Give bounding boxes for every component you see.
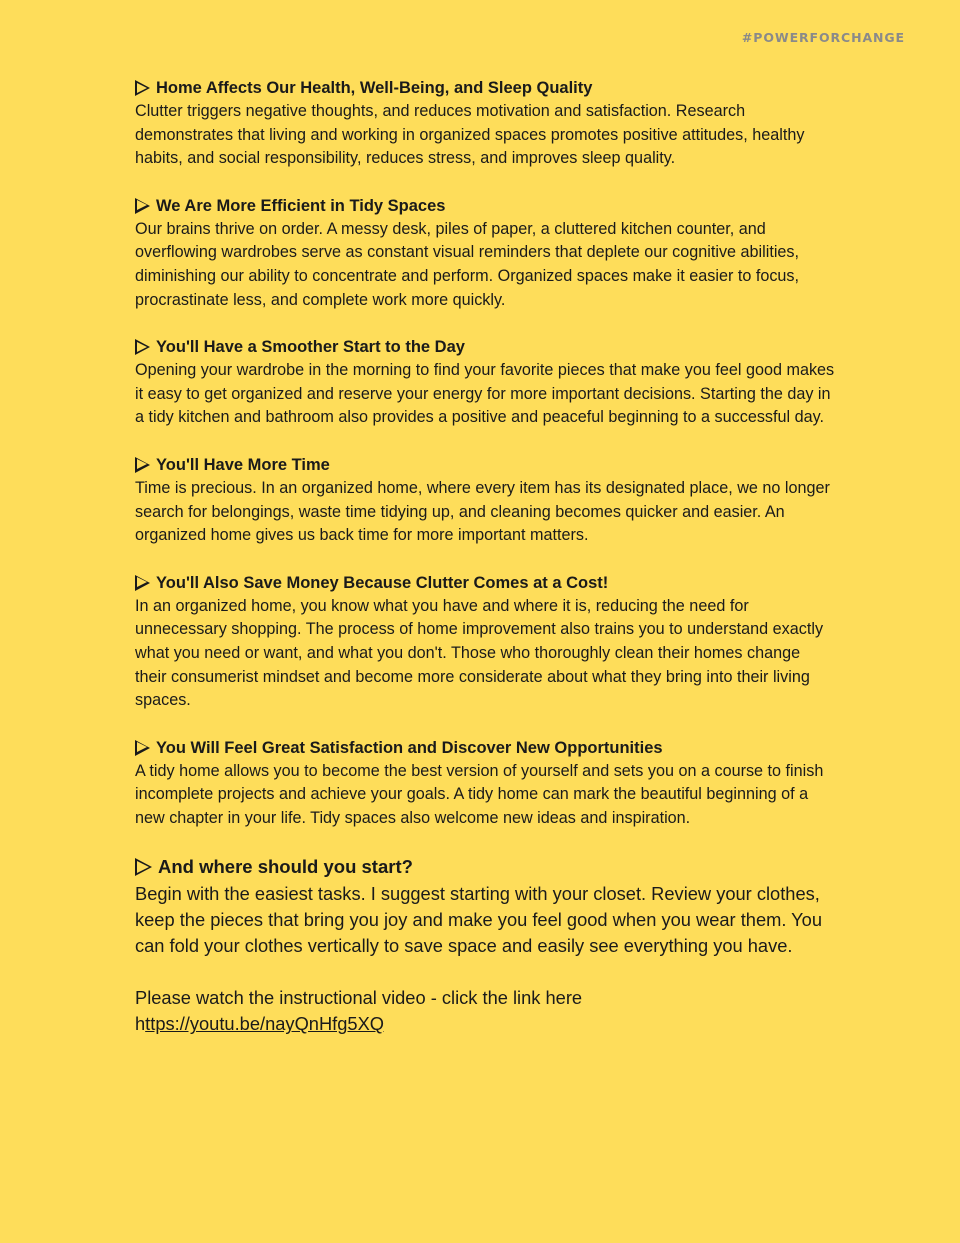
- section-body: A tidy home allows you to become the best version of yourself and sets you on a course to finish incomplete projects and achieve your goals. A tidy home can mark the beautiful beginning of a new chapter in your life. Tidy spaces also welcome new ideas and inspiration.: [135, 761, 824, 827]
- section-heading: [135, 453, 835, 477]
- section-efficiency: [135, 194, 835, 312]
- section-where-to-start: [135, 853, 835, 1037]
- section-health: [135, 76, 835, 171]
- section-heading: [135, 335, 835, 359]
- video-link-prefix: h: [135, 1013, 146, 1035]
- play-arrow-icon: [135, 575, 150, 591]
- section-body: Our brains thrive on order. A messy desk, piles of paper, a cluttered kitchen counter, and overflowing wardrobes serve as constant visual reminders that deplete our cognitive abilities, diminishing our ability to concentrate and perform. Organized spaces make it easier to focus, procrastinate less, and complete work more quickly.: [135, 219, 800, 309]
- section-title: Home Affects Our Health, Well-Being, and Sleep Quality: [156, 79, 593, 97]
- section-body: Clutter triggers negative thoughts, and reduces motivation and satisfaction. Research demonstrates that living and working in organized spaces promotes positive attitudes, healthy habits, and social responsibility, reduces stress, and improves sleep quality.: [135, 102, 805, 168]
- section-smoother-start: [135, 335, 835, 430]
- section-title: You'll Have More Time: [156, 455, 330, 474]
- play-arrow-icon: [135, 198, 150, 214]
- video-link-line: [135, 1011, 835, 1037]
- play-arrow-icon: [135, 740, 150, 756]
- section-body: Begin with the easiest tasks. I suggest starting with your closet. Review your clothes, keep the pieces that bring you joy and make you feel good when you wear them. You can fold your clothes vertically to save space and easily see everything you have.: [135, 883, 823, 957]
- section-title: We Are More Efficient in Tidy Spaces: [156, 196, 446, 215]
- play-arrow-icon: [135, 858, 152, 876]
- play-arrow-icon: [135, 457, 150, 473]
- video-link[interactable]: ttps://youtu.be/nayQnHfg5XQ: [145, 1013, 384, 1035]
- section-title: You Will Feel Great Satisfaction and Discover New Opportunities: [156, 738, 663, 757]
- section-title: You'll Also Save Money Because Clutter Comes at a Cost!: [156, 573, 609, 592]
- section-satisfaction: [135, 736, 835, 831]
- section-heading: [135, 571, 835, 595]
- section-heading: [135, 194, 835, 218]
- section-body: Time is precious. In an organized home, where every item has its designated place, we no longer search for belongings, waste time tidying up, and cleaning becomes quicker and easier. An organized home gives us back time for more important matters.: [135, 478, 830, 545]
- section-body: Opening your wardrobe in the morning to find your favorite pieces that make you feel good makes it easy to get organized and reserve your energy for more important decisions. Starting the day in a tidy kitchen and bathroom also provides a positive and peaceful beginning to a successful day.: [135, 361, 835, 427]
- video-prompt: Please watch the instructional video - click the link here: [135, 987, 583, 1009]
- section-heading: [135, 76, 835, 100]
- section-save-money: [135, 571, 835, 713]
- hashtag-label: #POWERFORCHANGE: [741, 30, 905, 45]
- video-block: [135, 985, 835, 1037]
- play-arrow-icon: [135, 80, 150, 96]
- section-heading: [135, 736, 835, 760]
- section-body: In an organized home, you know what you have and where it is, reducing the need for unnecessary shopping. The process of home improvement also trains you to understand exactly what you need or want, and what you don't. Those who thoroughly clean their homes change their consumerist mindset and become more considerate about what they bring into their living spaces.: [135, 596, 824, 710]
- section-more-time: [135, 453, 835, 548]
- section-title: And where should you start?: [158, 856, 413, 878]
- section-heading: [135, 853, 835, 881]
- section-title: You'll Have a Smoother Start to the Day: [156, 338, 465, 357]
- article-content: [135, 76, 835, 1060]
- play-arrow-icon: [135, 339, 150, 355]
